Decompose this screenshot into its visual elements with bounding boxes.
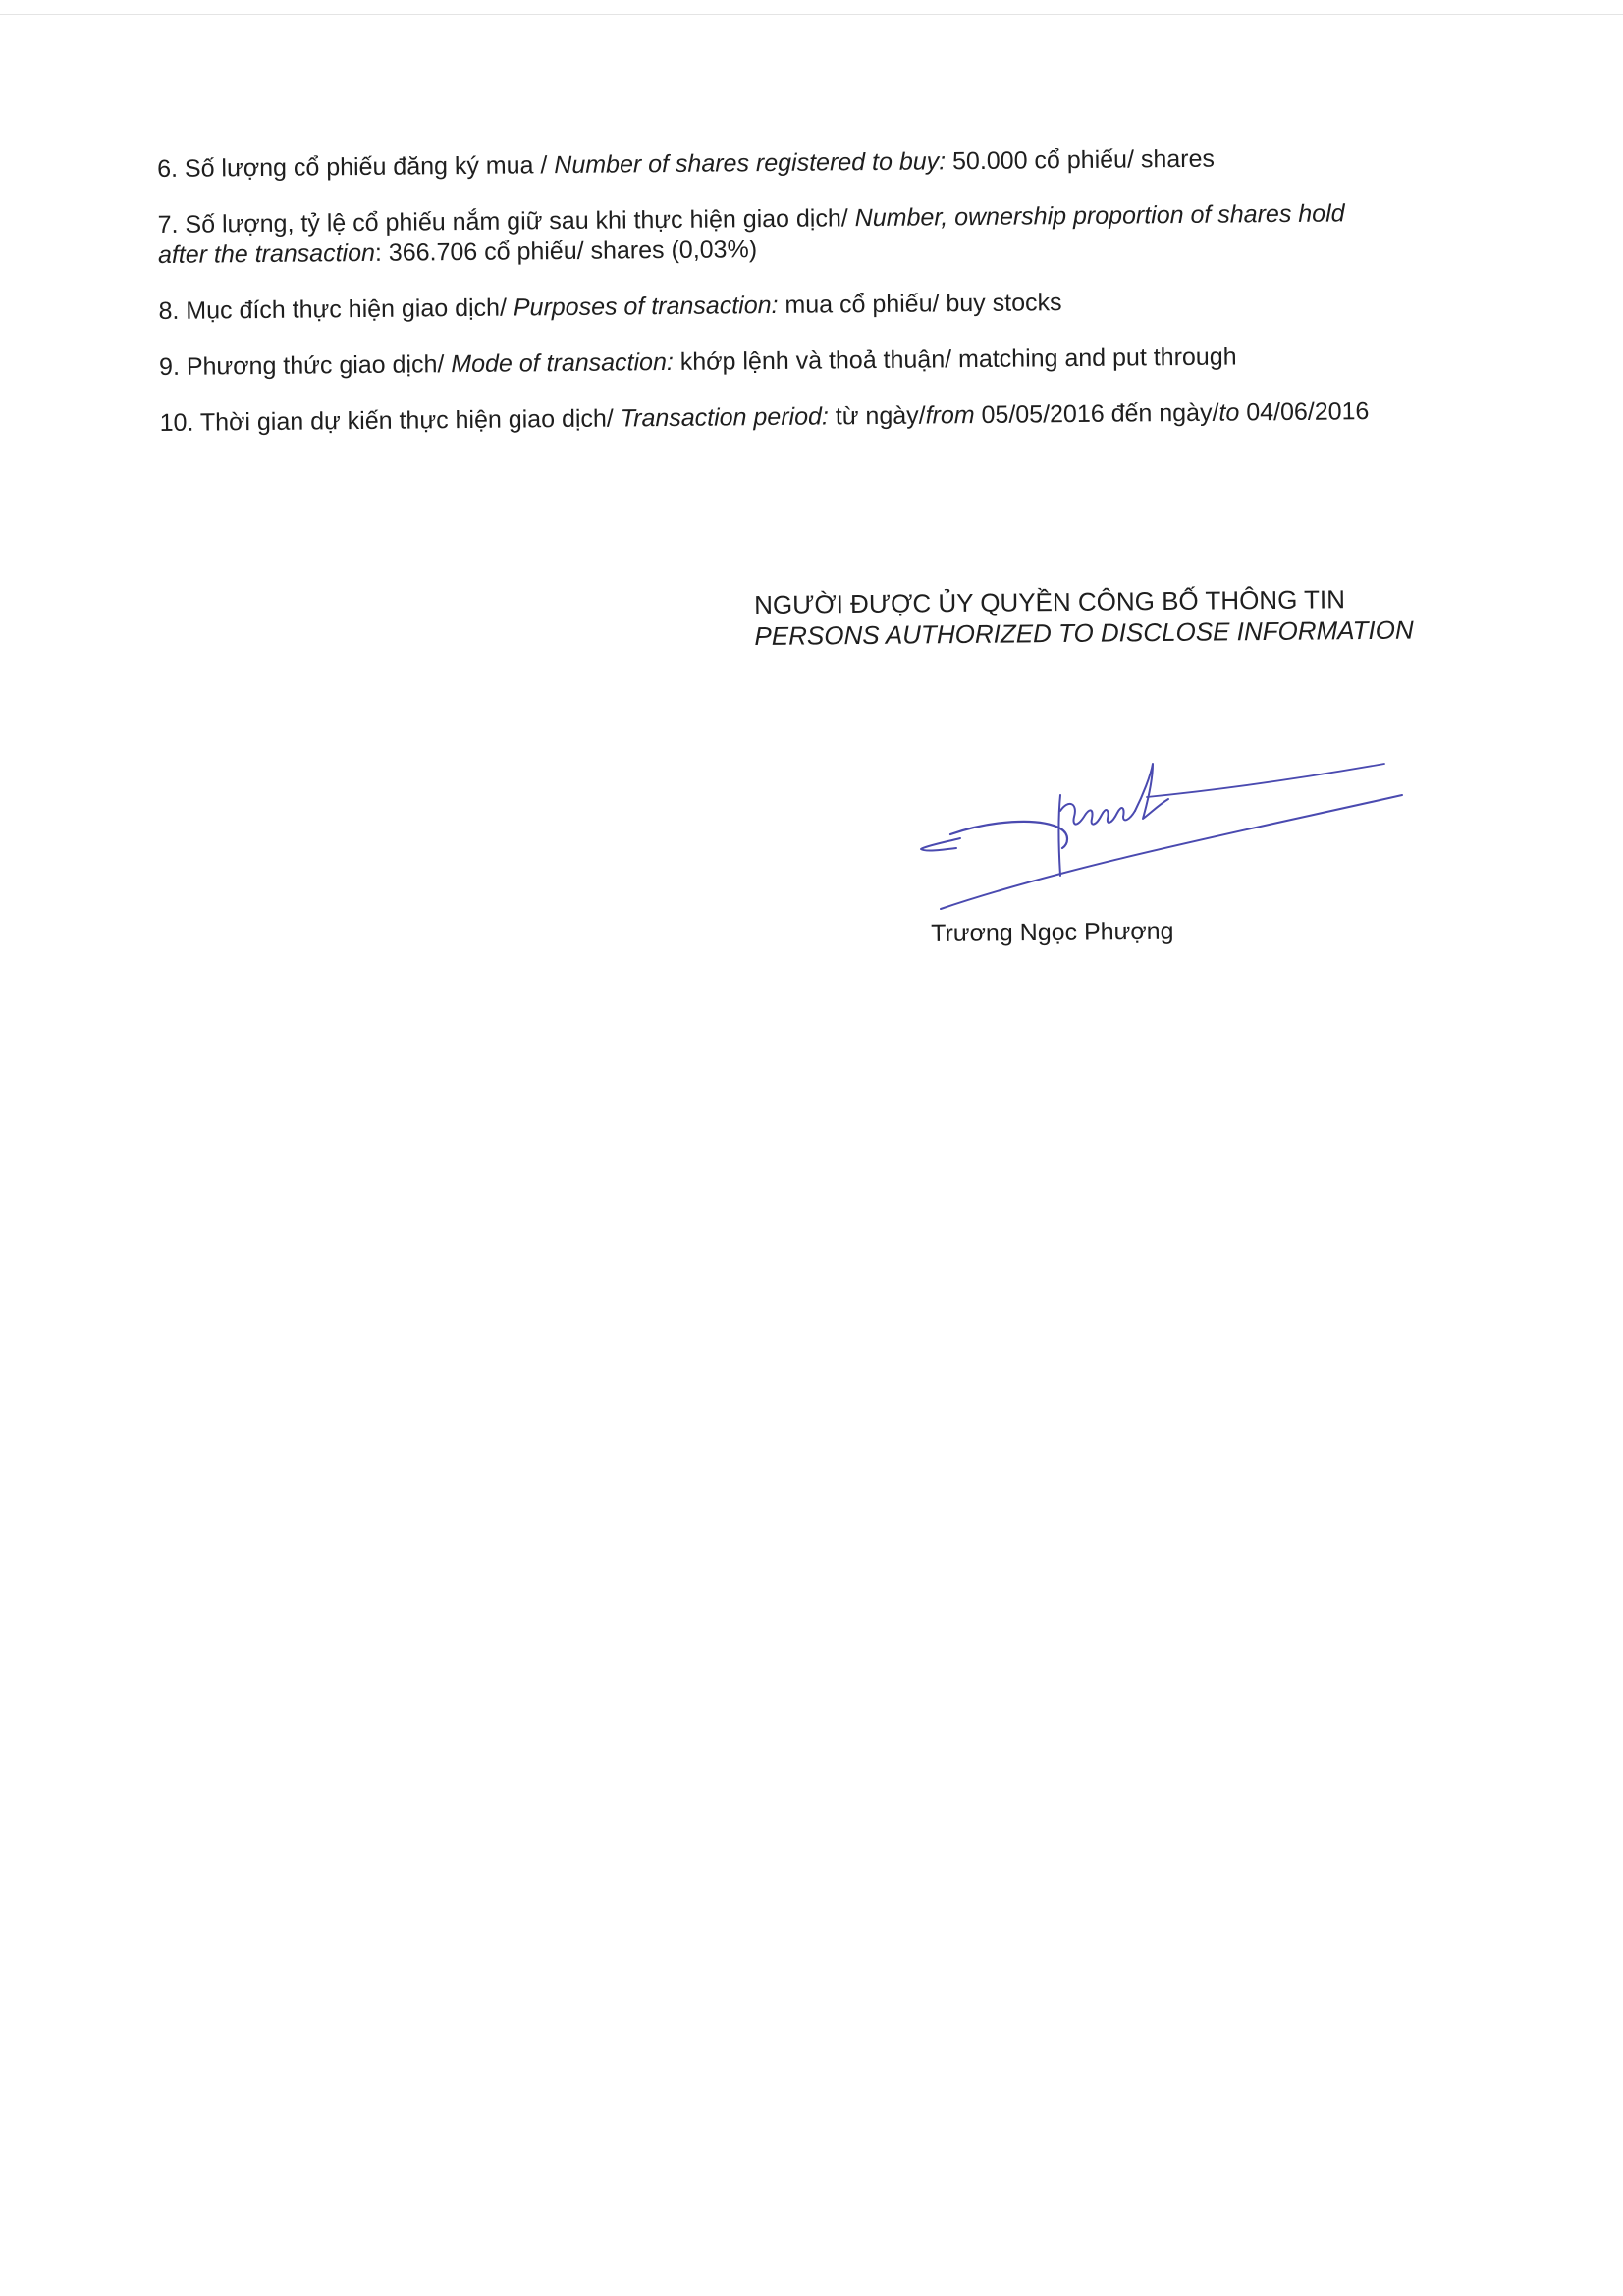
item-10-label-en: Transaction period: [620,402,830,433]
disclosure-items [157,141,1535,464]
item-7-label-en-cont: after the transaction [157,239,376,269]
item-9-label: 9. Phương thức giao dịch/ [158,350,452,381]
item-7-label: 7. Số lượng, tỷ lệ cổ phiếu nắm giữ sau khi thực hiện giao dịch/ [157,204,855,239]
signatory-title-vi: NGƯỜI ĐƯỢC ỦY QUYỀN CÔNG BỐ THÔNG TIN [754,584,1346,619]
item-7-label-en: Number, ownership proportion of shares hold [854,199,1345,233]
signature-block [754,582,1501,652]
item-7 [158,197,1534,271]
item-10-from-label: từ ngày/ [828,401,926,431]
item-6-label: 6. Số lượng cổ phiếu đăng ký mua / [157,151,555,183]
item-10-to-date: 04/06/2016 [1239,398,1370,427]
item-6-value: 50.000 cổ phiếu/ shares [945,144,1216,176]
item-7-value: : 366.706 cổ phiếu/ shares (0,03%) [374,236,758,267]
item-9 [159,340,1534,383]
item-8-label-en: Purposes of transaction: [513,291,779,322]
item-6-label-en: Number of shares registered to buy: [554,147,947,180]
item-9-value: khớp lệnh và thoả thuận/ matching and put through [673,343,1237,376]
item-8 [158,284,1533,327]
handwritten-signature [911,756,1412,923]
item-8-value: mua cổ phiếu/ buy stocks [778,289,1062,319]
item-10-from-date: 05/05/2016 đến ngày/ [974,399,1219,430]
item-10 [159,396,1534,439]
item-10-from-en: from [925,401,975,430]
signer-name: Trương Ngọc Phượng [931,917,1174,947]
item-10-to-en: to [1218,399,1240,427]
item-6 [157,141,1532,185]
item-10-label: 10. Thời gian dự kiến thực hiện giao dịch/ [159,404,621,437]
item-8-label: 8. Mục đích thực hiện giao dịch/ [158,294,514,325]
item-9-label-en: Mode of transaction: [451,347,674,379]
page-edge-line [0,14,1623,15]
signatory-title-en: PERSONS AUTHORIZED TO DISCLOSE INFORMATION [754,614,1414,651]
